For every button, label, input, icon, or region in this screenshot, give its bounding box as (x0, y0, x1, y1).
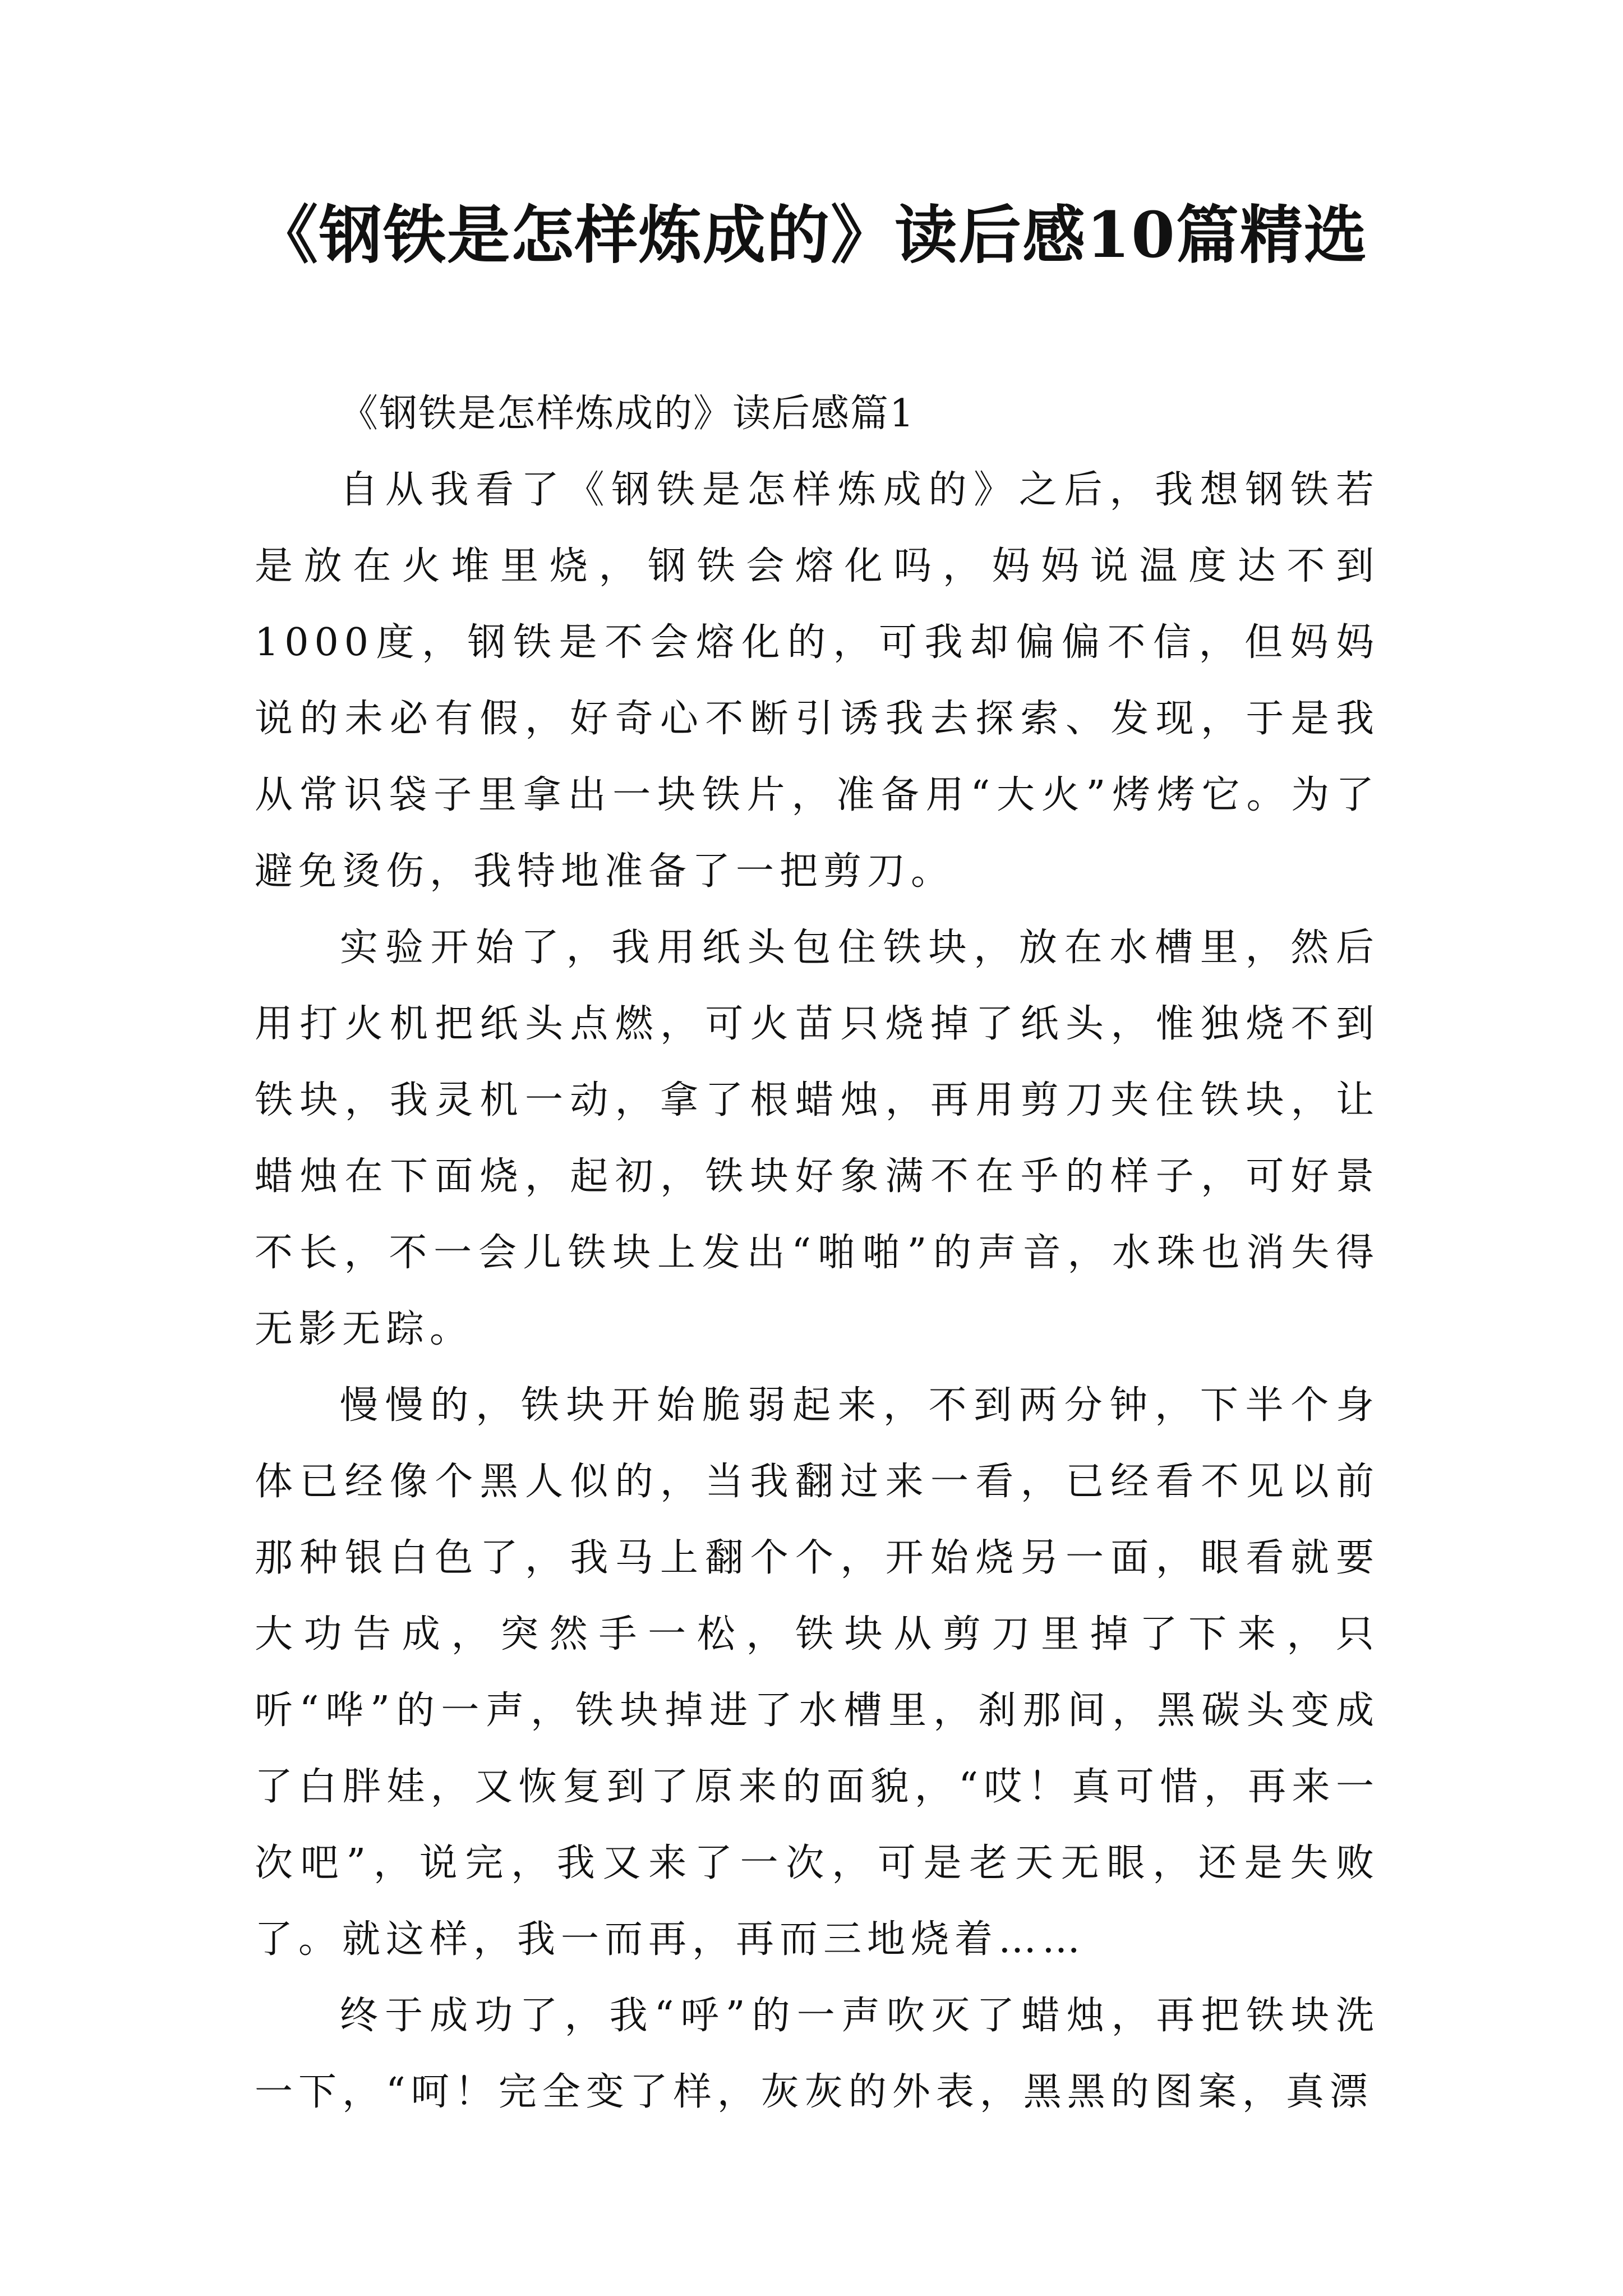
document-title: 《钢铁是怎样炼成的》读后感10篇精选 (255, 199, 1368, 272)
document-body (255, 376, 1380, 2131)
section-heading: 《钢铁是怎样炼成的》读后感篇1 (340, 392, 915, 436)
paragraph-4: 终于成功了，我“呼”的一声吹灭了蜡烛，再把铁块洗一下，“呵！完全变了样，灰灰的外表，黑黑的图案，真漂 (255, 1994, 1380, 2114)
paragraph-1: 自从我看了《钢铁是怎样炼成的》之后，我想钢铁若是放在火堆里烧，钢铁会熔化吗，妈妈说温度达不到1000度，钢铁是不会熔化的，可我却偏偏不信，但妈妈说的未必有假，好奇心不断引诱我去探索、发现，于是我从常识袋子里拿出一块铁片，准备用“大火”烤烤它。为了避免烫伤，我特地准备了一把剪刀。 (255, 468, 1380, 894)
paragraph-2: 实验开始了，我用纸头包住铁块，放在水槽里，然后用打火机把纸头点燃，可火苗只烧掉了纸头，惟独烧不到铁块，我灵机一动，拿了根蜡烛，再用剪刀夹住铁块，让蜡烛在下面烧，起初，铁块好象满不在乎的样子，可好景不长，不一会儿铁块上发出“啪啪”的声音，水珠也消失得无影无踪。 (255, 926, 1380, 1351)
paragraph-3: 慢慢的，铁块开始脆弱起来，不到两分钟，下半个身体已经像个黑人似的，当我翻过来一看，已经看不见以前那种银白色了，我马上翻个个，开始烧另一面，眼看就要大功告成，突然手一松，铁块从剪刀里掉了下来，只听“哗”的一声，铁块掉进了水槽里，刹那间，黑碳头变成了白胖娃，又恢复到了原来的面貌，“哎！真可惜，再来一次吧”，说完，我又来了一次，可是老天无眼，还是失败了。就这样，我一而再，再而三地烧着…… (255, 1383, 1380, 1962)
